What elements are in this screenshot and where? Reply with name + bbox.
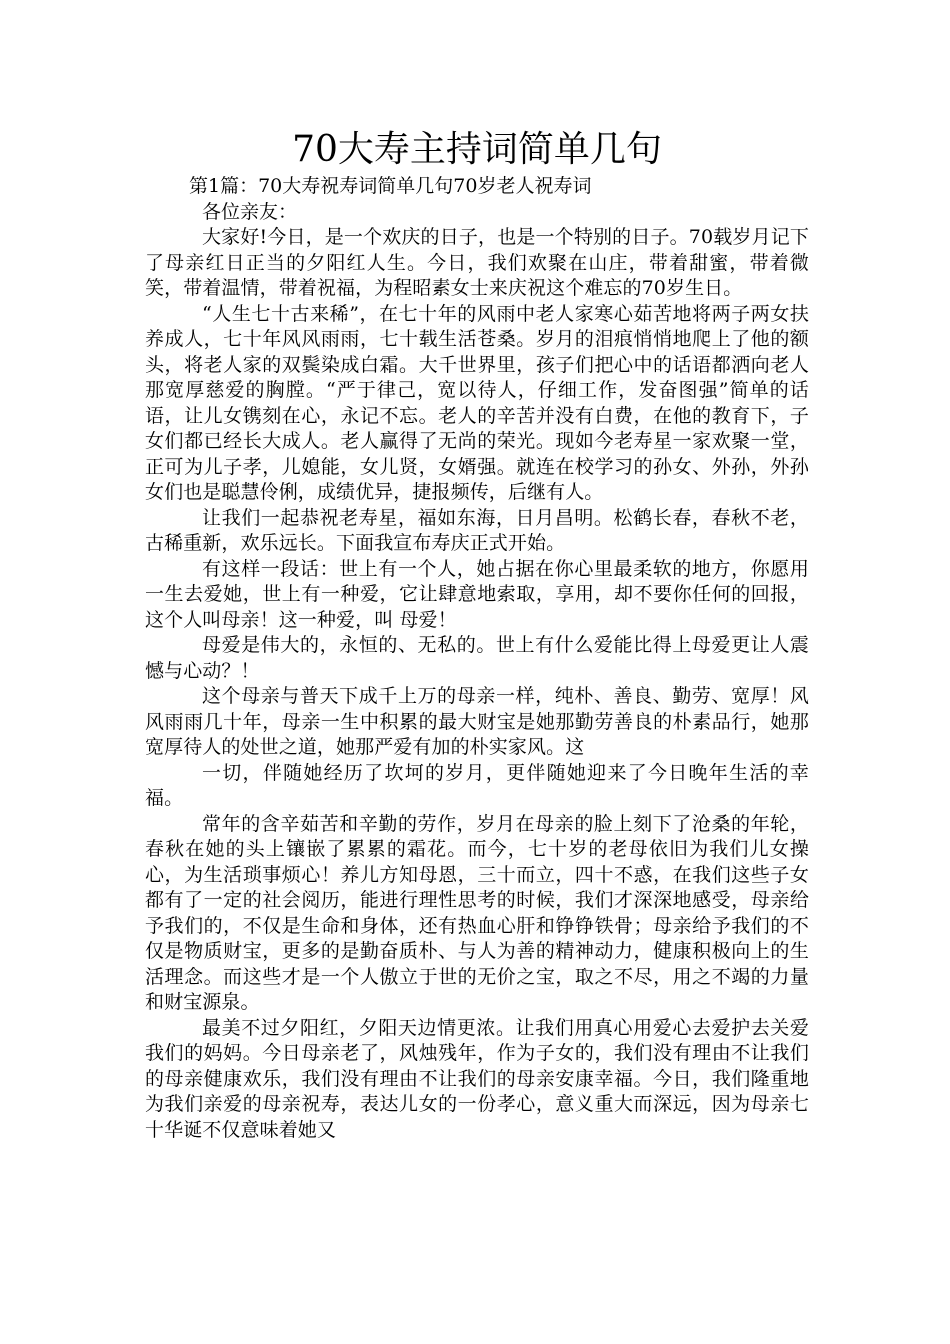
paragraph-4: 有这样一段话：世上有一个人，她占据在你心里最柔软的地方，你愿用一生去爱她，世上有一种爱，它让肆意地索取，享用，却不要你任何的回报，这个人叫母亲！这一种爱，叫 母爱！: [145, 557, 809, 631]
paragraph-2: “人生七十古来稀”，在七十年的风雨中老人家寒心茹苦地将两子两女扶养成人，七十年风风雨雨，七十载生活苍桑。岁月的泪痕悄悄地爬上了他的额头，将老人家的双鬓染成白霜。大千世界里，孩子们把心中的话语都洒向老人那宽厚慈爱的胸膛。“严于律己，宽以待人，仔细工作，发奋图强”简单的话语，让儿女镌刻在心，永记不忘。老人的辛苦并没有白费，在他的教育下，子女们都已经长大成人。老人赢得了无尚的荣光。现如今老寿星一家欢聚一堂，正可为儿子孝，儿媳能，女儿贤，女婿强。就连在校学习的孙女、外孙，外孙女们也是聪慧伶俐，成绩优异，捷报频传，后继有人。: [145, 302, 809, 503]
paragraph-9: 最美不过夕阳红，夕阳天边情更浓。让我们用真心用爱心去爱护去关爱我们的妈妈。今日母亲老了，风烛残年，作为子女的，我们没有理由不让我们的母亲健康欢乐，我们没有理由不让我们的母亲安康幸福。今日，我们隆重地为我们亲爱的母亲祝寿，表达儿女的一份孝心，意义重大而深远，因为母亲七十华诞不仅意味着她又: [145, 1016, 809, 1141]
paragraph-1: 大家好!今日，是一个欢庆的日子，也是一个特别的日子。70载岁月记下了母亲红日正当的夕阳红人生。今日，我们欢聚在山庄，带着甜蜜，带着微笑，带着温情，带着祝福，为程昭素女士来庆祝这个难忘的70岁生日。: [145, 226, 809, 299]
greeting: 各位亲友：: [202, 200, 298, 223]
paragraph-5: 母爱是伟大的，永恒的、无私的。世上有什么爱能比得上母爱更让人震憾与心动？！: [145, 634, 809, 682]
paragraph-7: 一切，伴随她经历了坎坷的岁月，更伴随她迎来了今日晚年生活的幸福。: [145, 761, 809, 809]
document-body: [145, 174, 809, 1143]
section-heading: 第1篇：70大寿祝寿词简单几句70岁老人祝寿词: [189, 175, 592, 197]
document-title: 70大寿主持词简单几句: [292, 129, 662, 170]
paragraph-8: 常年的含辛茹苦和辛勤的劳作，岁月在母亲的脸上刻下了沧桑的年轮，春秋在她的头上镶嵌了累累的霜花。而今，七十岁的老母依旧为我们儿女操心，为生活琐事烦心！养儿方知母恩，三十而立，四十不惑，在我们这些子女都有了一定的社会阅历，能进行理性思考的时候，我们才深深地感受，母亲给予我们的，不仅是生命和身体，还有热血心肝和铮铮铁骨；母亲给予我们的不仅是物质财宝，更多的是勤奋质朴、与人为善的精神动力，健康积极向上的生活理念。而这些才是一个人傲立于世的无价之宝，取之不尽，用之不竭的力量和财宝源泉。: [145, 812, 809, 1013]
paragraph-3: 让我们一起恭祝老寿星，福如东海，日月昌明。松鹤长春，春秋不老，古稀重新，欢乐远长。下面我宣布寿庆正式开始。: [145, 506, 809, 554]
paragraph-6: 这个母亲与普天下成千上万的母亲一样，纯朴、善良、勤劳、宽厚！风风雨雨几十年，母亲一生中积累的最大财宝是她那勤劳善良的朴素品行，她那宽厚待人的处世之道，她那严爱有加的朴实家风。这: [145, 685, 809, 758]
